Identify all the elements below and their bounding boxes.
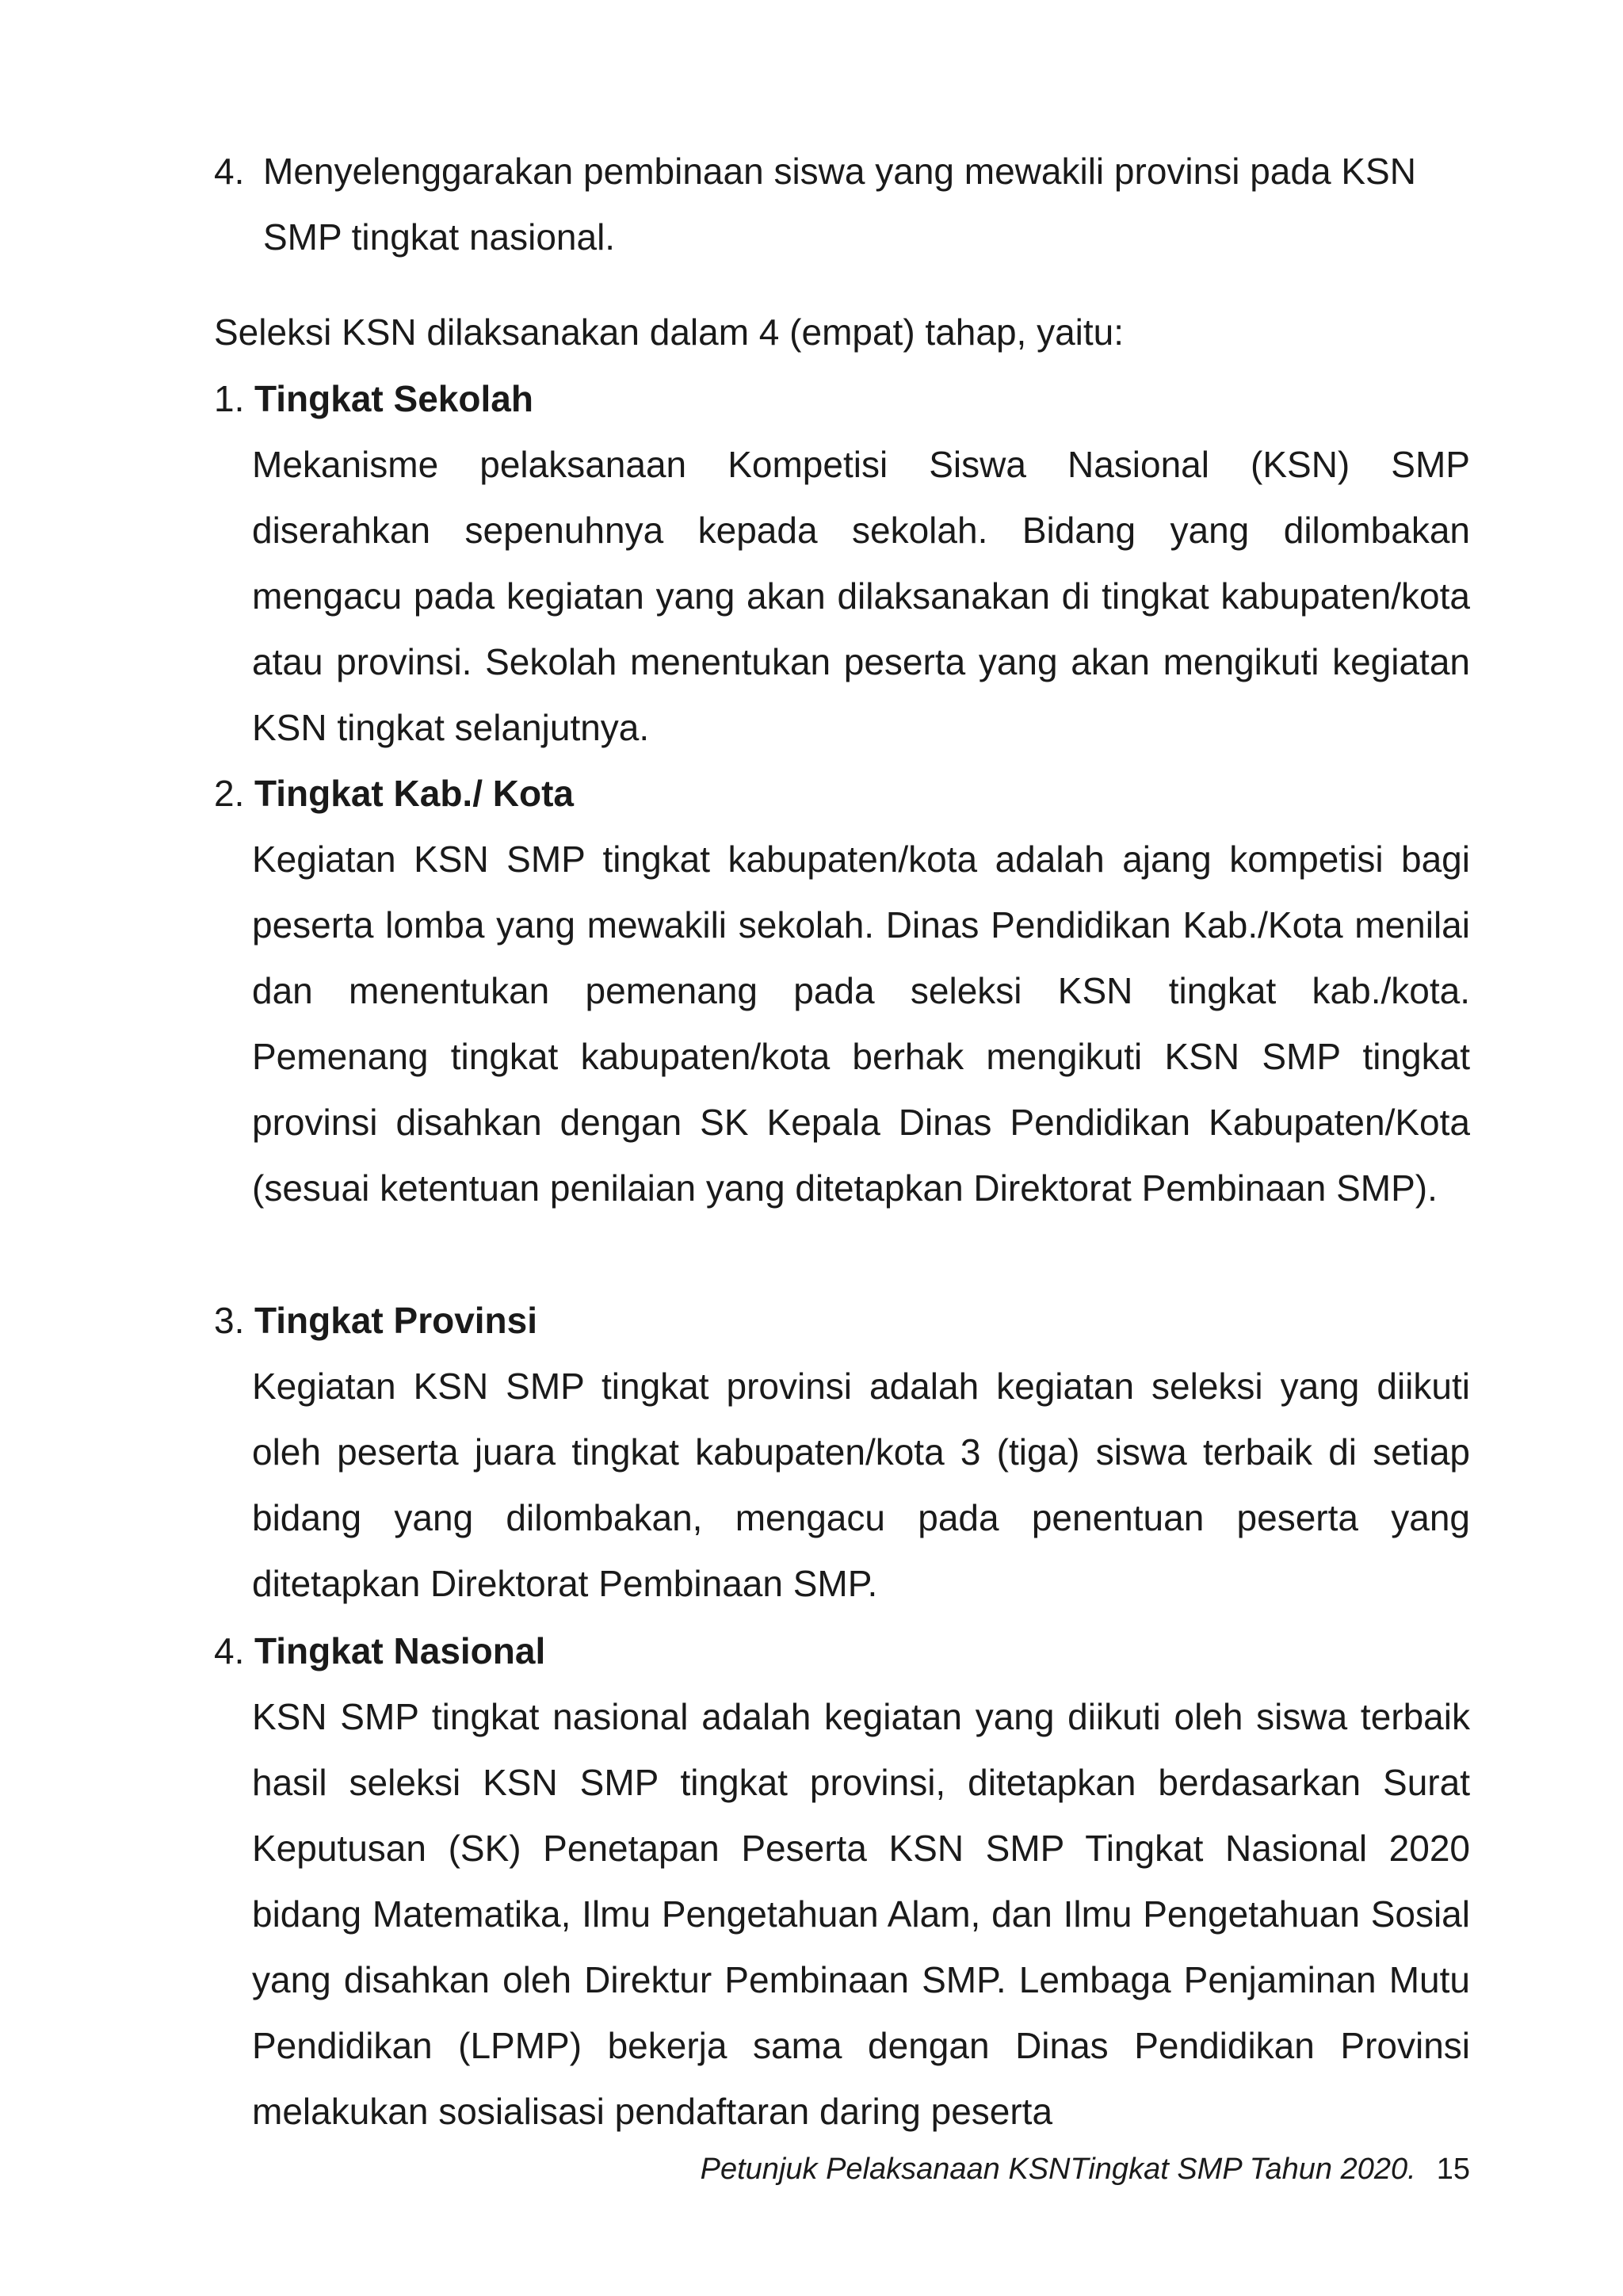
section-heading (214, 761, 1470, 827)
intro-paragraph: Seleksi KSN dilaksanakan dalam 4 (empat) tahap, yaitu: (214, 311, 1125, 353)
footer-title: Petunjuk Pelaksanaan KSNTingkat SMP Tahun 2020. (700, 2153, 1416, 2186)
list-item-text: Menyelenggarakan pembinaan siswa yang mewakili provinsi pada KSN SMP tingkat nasional. (263, 151, 1416, 258)
section-body: Mekanisme pelaksanaan Kompetisi Siswa Nasional (KSN) SMP diserahkan sepenuhnya kepada sekolah. Bidang yang dilombakan mengacu pada kegiatan yang akan dilaksanakan di tingkat kabupaten/kota atau provinsi. Sekolah menentukan peserta yang akan mengikuti kegiatan KSN tingkat selanjutnya. (252, 444, 1470, 748)
section-heading (214, 366, 1470, 432)
section-body: KSN SMP tingkat nasional adalah kegiatan yang diikuti oleh siswa terbaik hasil seleksi KSN SMP tingkat provinsi, ditetapkan berdasarkan Surat Keputusan (SK) Penetapan Peserta KSN SMP Tingkat Nasional 2020 bidang Matematika, Ilmu Pengetahuan Alam, dan Ilmu Pengetahuan Sosial yang disahkan oleh Direktur Pembinaan SMP. Lembaga Penjaminan Mutu Pendidikan (LPMP) bekerja sama dengan Dinas Pendidikan Provinsi melakukan sosialisasi pendaftaran daring peserta (252, 1696, 1470, 2132)
list-item-4-top (214, 139, 1470, 270)
section-number: 1. (214, 378, 245, 419)
section-body: Kegiatan KSN SMP tingkat kabupaten/kota adalah ajang kompetisi bagi peserta lomba yang mewakili sekolah. Dinas Pendidikan Kab./Kota menilai dan menentukan pemenang pada seleksi KSN tingkat kab./kota. Pemenang tingkat kabupaten/kota berhak mengikuti KSN SMP tingkat provinsi disahkan dengan SK Kepala Dinas Pendidikan Kabupaten/Kota (sesuai ketentuan penilaian yang ditetapkan Direktorat Pembinaan SMP). (252, 839, 1470, 1209)
section-title: Tingkat Provinsi (254, 1300, 538, 1341)
section-tingkat-kab-kota (214, 761, 1470, 1221)
section-title: Tingkat Sekolah (254, 378, 533, 419)
section-heading (214, 1618, 1470, 1684)
section-number: 2. (214, 773, 245, 814)
section-tingkat-nasional (214, 1618, 1470, 2145)
page-number: 15 (1436, 2153, 1470, 2186)
section-tingkat-provinsi (214, 1288, 1470, 1617)
section-body: Kegiatan KSN SMP tingkat provinsi adalah kegiatan seleksi yang diikuti oleh peserta juara tingkat kabupaten/kota 3 (tiga) siswa terbaik di setiap bidang yang dilombakan, mengacu pada penentuan peserta yang ditetapkan Direktorat Pembinaan SMP. (252, 1366, 1470, 1604)
list-item-number: 4. (214, 151, 245, 192)
section-number: 4. (214, 1630, 245, 1671)
section-tingkat-sekolah (214, 366, 1470, 761)
section-number: 3. (214, 1300, 245, 1341)
section-heading (214, 1288, 1470, 1354)
section-title: Tingkat Nasional (254, 1630, 546, 1671)
section-title: Tingkat Kab./ Kota (254, 773, 574, 814)
page-footer (701, 2149, 1470, 2189)
